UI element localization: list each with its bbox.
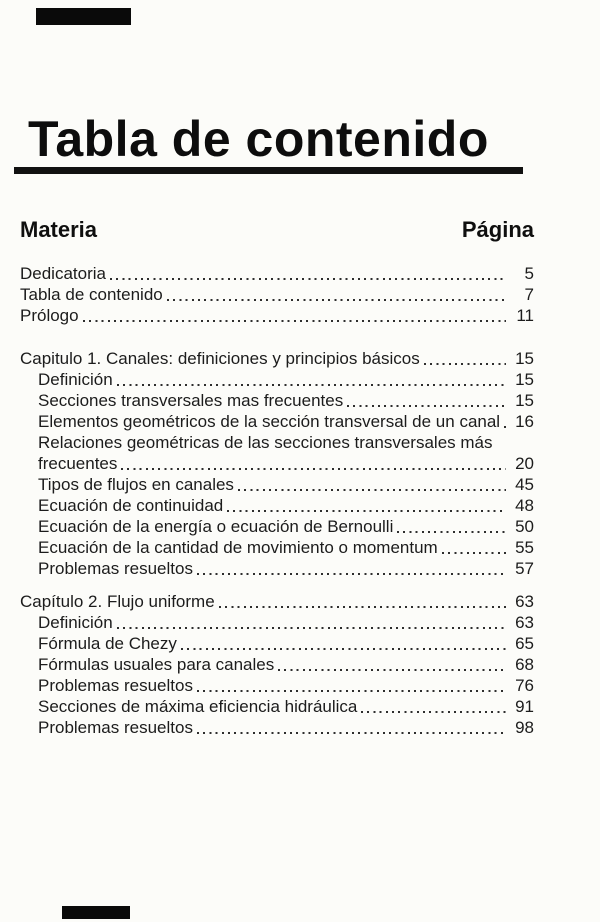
toc-page-number: 16 [515,412,534,431]
toc-row [20,516,534,537]
toc-page-number: 20 [515,454,534,473]
column-header-page: Página [461,217,534,242]
toc-leader-dots [361,711,506,713]
toc-entry-label: Tipos de flujos en canales [38,475,234,494]
toc-leader-dots [397,531,506,533]
toc-entry-label: Secciones de máxima eficiencia hidráulica [38,697,358,716]
toc-leader-dots [110,278,506,280]
toc-page-number: 68 [515,655,534,674]
toc-row [20,675,534,696]
toc-row-chapter [20,348,534,369]
toc-page-number: 15 [515,370,534,389]
toc-entry-label: Problemas resueltos [38,718,193,737]
toc-leader-dots [197,690,506,692]
toc-leader-dots [504,426,506,428]
toc-entry-label: Tabla de contenido [20,285,163,304]
toc-leader-dots [117,384,506,386]
scan-artifact-top [36,8,131,25]
scan-artifact-bottom [62,906,130,919]
toc-page-number: 45 [515,475,534,494]
toc-leader-dots [121,468,506,470]
toc-page-number: 50 [515,517,534,536]
toc-leader-dots [219,606,506,608]
toc-entry-label: Fórmulas usuales para canales [38,655,275,674]
toc-leader-dots [167,299,506,301]
toc-entry-label: Ecuación de continuidad [38,496,224,515]
toc-page-number: 65 [515,634,534,653]
toc-page-number: 7 [524,285,534,304]
toc-row [20,263,534,284]
toc-entry-label: Secciones transversales mas frecuentes [38,391,344,410]
toc-leader-dots [117,627,506,629]
toc-row [20,633,534,654]
toc-page-number: 57 [515,559,534,578]
toc-page-number: 63 [515,592,534,611]
toc-leader-dots [181,648,506,650]
toc-entry-label: Capitulo 1. Canales: definiciones y principios básicos [20,349,420,368]
toc-leader-dots [227,510,506,512]
toc-page-number: 5 [524,264,534,283]
column-header-subject: Materia [20,217,98,242]
toc-row-wrapped-continuation [20,453,534,474]
toc-entry-label: Fórmula de Chezy [38,634,177,653]
toc-row-wrapped-line [20,432,534,453]
toc-list [20,263,534,738]
toc-leader-dots [442,552,506,554]
toc-entry-label: Problemas resueltos [38,676,193,695]
toc-entry-label: Problemas resueltos [38,559,193,578]
toc-entry-label: Definición [38,370,113,389]
toc-entry-label: Dedicatoria [20,264,106,283]
toc-leader-dots [238,489,506,491]
toc-row [20,474,534,495]
toc-entry-label: Ecuación de la cantidad de movimiento o momentum [38,538,438,557]
toc-entry-label: Capítulo 2. Flujo uniforme [20,592,215,611]
toc-page-number: 11 [516,306,534,325]
column-headers [20,217,534,243]
toc-row-chapter [20,591,534,612]
toc-row [20,696,534,717]
toc-leader-dots [278,669,506,671]
toc-row [20,717,534,738]
toc-entry-label: Ecuación de la energía o ecuación de Bernoulli [38,517,394,536]
title-rule [14,167,523,174]
toc-page-number: 63 [515,613,534,632]
toc-page-number: 76 [515,676,534,695]
toc-entry-label: Elementos geométricos de la sección transversal de un canal [38,412,501,431]
toc-page-number: 91 [515,697,534,716]
toc-row [20,369,534,390]
toc-entry-label: Definición [38,613,113,632]
toc-entry-label: frecuentes [38,454,118,473]
toc-row [20,612,534,633]
toc-row [20,305,534,326]
toc-page-number: 55 [515,538,534,557]
page-title: Tabla de contenido [28,110,489,167]
toc-row [20,537,534,558]
toc-row [20,654,534,675]
toc-page-number: 98 [515,718,534,737]
toc-page-number: 15 [515,349,534,368]
toc-leader-dots [197,732,506,734]
toc-row [20,411,534,432]
toc-row [20,495,534,516]
toc-leader-dots [424,363,506,365]
toc-row [20,390,534,411]
toc-page-number: 48 [515,496,534,515]
toc-page-number: 15 [515,391,534,410]
toc-entry-label: Relaciones geométricas de las secciones transversales más [38,433,493,452]
toc-leader-dots [347,405,506,407]
toc-row [20,558,534,579]
toc-leader-dots [197,573,506,575]
toc-row [20,284,534,305]
toc-entry-label: Prólogo [20,306,79,325]
toc-leader-dots [83,320,506,322]
